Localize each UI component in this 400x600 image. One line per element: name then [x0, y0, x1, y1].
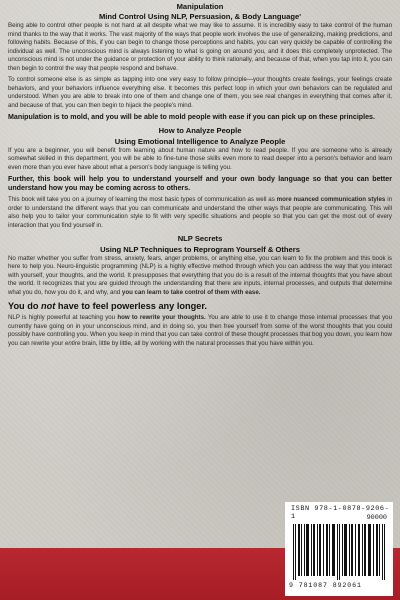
paragraph: [8, 196, 392, 230]
back-cover-text: [8, 2, 392, 546]
section-title-nlp: NLP Secrets: [177, 234, 223, 244]
section-title-analyze: How to Analyze People: [158, 126, 242, 136]
paragraph: [8, 255, 392, 298]
lead-statement: Further, this book will help you to understand yourself and your own body language so that you can better understand how you may be coming across to others.: [8, 175, 392, 193]
section-subtitle-analyze: Using Emotional Intelligence to Analyze People: [114, 136, 286, 146]
italic-run: not: [41, 301, 56, 312]
text-run: This book will take you on a journey of learning the most basic types of communication as well as: [8, 196, 277, 204]
bold-run: how to rewrite your thoughts.: [117, 314, 206, 322]
text-run: NLP is highly powerful at teaching you: [8, 314, 118, 322]
isbn-text: ISBN 978-1-0878-9206-1: [291, 505, 390, 521]
text-run: You are able to use it to change those internal processes that you currently have going on in your unconscious mind, and in doing so, you then free yourself from some of the worst thoughts that you could possibly have controlling you. When you keep in mind that you can take control of these thought processes that bog you down, you learn how you can rewrite your: [8, 314, 392, 347]
barcode-digits: 9 781087 892061: [289, 582, 362, 589]
lead-statement: Manipulation is to mold, and you will be able to mold people with ease if you can pick up on these principles.: [8, 113, 375, 122]
paragraph: [8, 314, 392, 348]
section-subtitle-nlp: Using NLP Techniques to Reprogram Yourself & Others: [100, 244, 300, 254]
text-run: No matter whether you suffer from stress, anxiety, fears, anger problems, or anything else, you can learn to fix the problem and this book is here to help you. Neuro-linguistic programming (NLP) is a highly effective method through which you can address the way that you interact with yourself, your thoughts, and the world. It presupposes that everything that you do is a result of the internal thoughts that you have about the world. It recognizes that you are guided through the understanding that there are inputs, internal processes, and outputs that determine what you do, how you do it, and why, and: [8, 254, 392, 296]
text-run: in order to understand the different ways that you can communicate and understand the other ways that people are communicating. This will also help you to tailor your communication style to fit with very specific situations and people so that you can get the most out of every interaction that you find yourself in.: [8, 196, 392, 229]
barcode-label: [285, 502, 393, 596]
bold-run: you can learn to take control of them with ease.: [121, 288, 261, 296]
big-statement: [8, 300, 392, 312]
paragraph: Being able to control other people is not hard at all despite what we may like to assume. It is incredibly easy to take control of the human mind thanks to the way that it works. The vast majority of the ways that people work involves the use of generalizing, making predictions, and following habits. Because of this, if you can begin to change those perceptions and habits, you can very quickly be capable of controlling the individual as well. The unconscious mind is always listening to what is going on around you, and it does this completely unprotected. The unconscious mind is not under the guidance or protection of your ability to think rationally, and because of that, when you tap into it, you can then begin to control the way that people respond and behave.: [8, 22, 392, 72]
price-addon-code: 90000: [366, 514, 387, 522]
section-title-manipulation: Manipulation: [176, 2, 224, 11]
section-subtitle-manipulation: Mind Control Using NLP, Persuasion, & Body Language': [98, 12, 302, 22]
text-run: You do: [8, 301, 41, 312]
italic-run: entire: [65, 339, 81, 347]
paragraph: To control someone else is as simple as tapping into one very easy to follow principle—your thoughts create feelings, your feelings create behaviors, and your behaviors influence everything else. It becomes this perfect loop in which your own behaviors can be regulated and understood. When you are able to break into one of them and change one of them, you see real changes in everything that comes after it, and because of that, you can then begin to hijack the people's mind.: [8, 76, 392, 109]
text-run: have to feel powerless any longer.: [55, 301, 207, 312]
barcode-icon: [291, 524, 389, 580]
paragraph: If you are a beginner, you will benefit from learning about human nature and how to read people. If you are someone who is already somewhat skilled in this department, you will be able to fine-tune those skills even more to read deeper into a person's behavior and learn even more than you ever have about what a person's body language is telling you.: [8, 146, 392, 171]
bold-run: more nuanced communication styles: [276, 196, 386, 204]
text-run: brain, little by little, all by working with the natural processes that you have within you.: [80, 339, 314, 347]
